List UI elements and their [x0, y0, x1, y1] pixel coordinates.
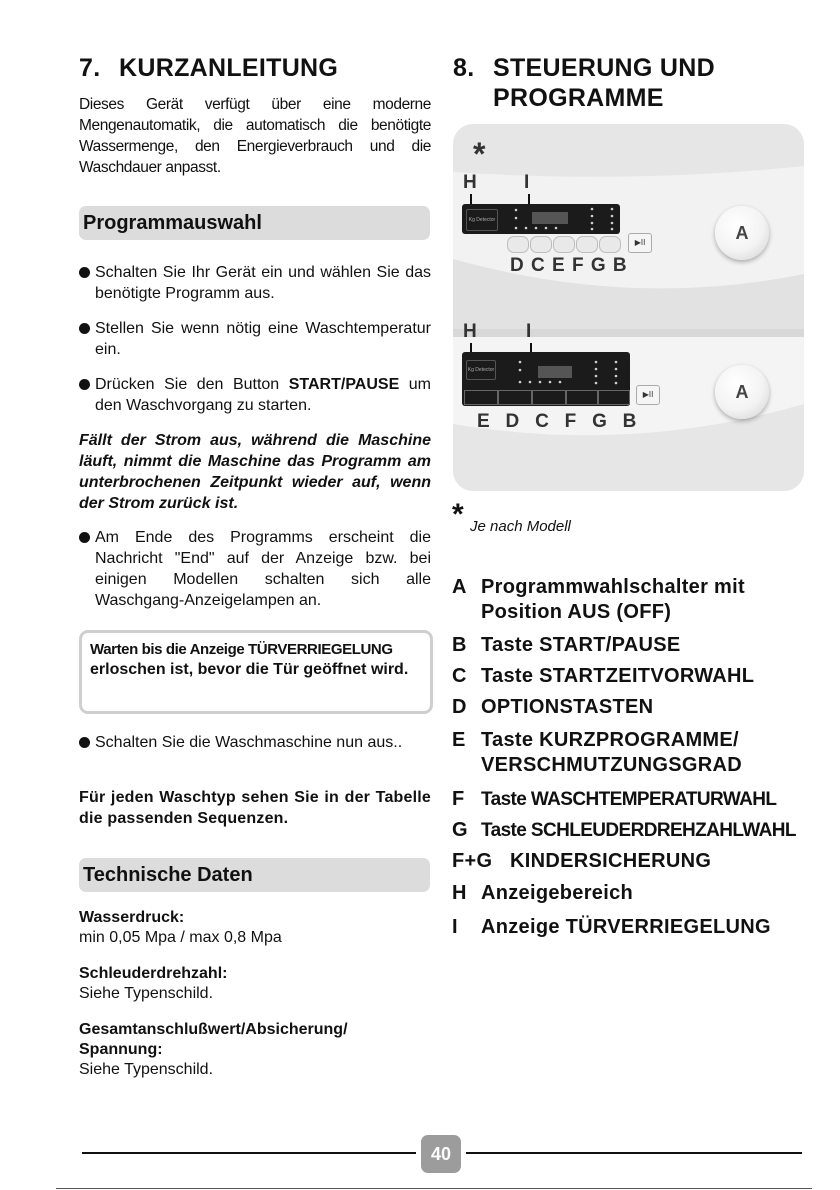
control-panel-illustration — [453, 124, 804, 491]
legend-item — [452, 818, 812, 843]
legend-key: F — [452, 788, 465, 810]
label-h-1: H — [463, 172, 477, 193]
bullet-text — [95, 374, 431, 416]
kg-detector-badge: Kg Detector — [466, 209, 498, 231]
legend-item — [452, 787, 812, 812]
tech-label: Schleuderdrehzahl: — [79, 965, 228, 982]
legend-value: Anzeige TÜRVERRIEGELUNG — [481, 916, 771, 938]
section-number: 7. — [79, 54, 101, 82]
panel-background — [453, 124, 804, 491]
legend-key: F+G — [452, 850, 493, 872]
legend-value: Taste START/PAUSE — [481, 634, 681, 656]
legend-key: H — [452, 882, 467, 904]
legend-item — [452, 915, 812, 940]
legend-value: OPTIONSTASTEN — [481, 696, 654, 718]
bullet-text: Schalten Sie die Waschmaschine nun aus.. — [95, 734, 403, 751]
option-button[interactable] — [553, 236, 575, 253]
label-i-1: I — [524, 172, 530, 193]
section-title-line: PROGRAMME — [493, 84, 664, 112]
program-heading-box — [79, 206, 430, 240]
option-button[interactable] — [598, 390, 630, 405]
program-knob-1[interactable]: A — [715, 206, 769, 260]
start-pause-label: START/PAUSE — [288, 376, 400, 393]
legend-value: KINDERSICHERUNG — [510, 850, 712, 872]
label-h-2: H — [463, 321, 477, 342]
tech-item — [79, 1020, 389, 1080]
kg-detector-badge: Kg Detector — [466, 360, 496, 380]
option-button[interactable] — [464, 390, 498, 405]
tech-value: Siehe Typenschild. — [79, 1061, 214, 1078]
option-button[interactable] — [532, 390, 566, 405]
bullet-item — [79, 374, 431, 416]
legend-item — [452, 633, 802, 658]
option-button[interactable] — [566, 390, 598, 405]
warning-box — [79, 630, 433, 714]
legend-item — [452, 849, 802, 874]
legend-key: B — [452, 634, 467, 656]
option-button[interactable] — [599, 236, 621, 253]
section-title-steuerung — [453, 53, 715, 113]
legend-value: Taste KURZPROGRAMME/ VERSCHMUTZUNGSGRAD — [481, 729, 742, 776]
tech-value: Siehe Typenschild. — [79, 985, 214, 1002]
footer-rule-left — [82, 1152, 416, 1154]
legend-key: G — [452, 819, 468, 841]
tech-label: Wasserdruck: — [79, 909, 185, 926]
legend-key: E — [452, 729, 466, 751]
option-button[interactable] — [507, 236, 529, 253]
footer-rule-right — [466, 1152, 802, 1154]
tech-value: min 0,05 Mpa / max 0,8 Mpa — [79, 929, 282, 946]
legend-item — [452, 881, 802, 906]
program-heading: Programmauswahl — [83, 212, 262, 234]
footnote-text: Je nach Modell — [470, 518, 571, 535]
section-number: 8. — [453, 54, 475, 82]
bullet-text: Am Ende des Programms erscheint die Nachricht "End" auf der Anzeige bzw. bei einigen Modellen schalten sich alle Waschgang-Anzeigelampen an. — [95, 529, 431, 609]
option-button[interactable] — [576, 236, 598, 253]
tech-heading: Technische Daten — [83, 864, 253, 886]
section-title-text: STEUERUNG UND — [493, 54, 715, 82]
program-knob-2[interactable]: A — [715, 365, 769, 419]
legend-value: Taste SCHLEUDERDREHZAHLWAHL — [481, 820, 796, 841]
bullet-dot-icon — [79, 267, 90, 278]
bullet-dot-icon — [79, 737, 90, 748]
bullet-text-part: um den Waschvorgang zu starten. — [95, 376, 432, 414]
option-button[interactable] — [498, 390, 532, 405]
legend-key: D — [452, 696, 467, 718]
display-area-1 — [462, 204, 620, 234]
footnote-asterisk: * — [452, 498, 464, 531]
panel-asterisk: * — [473, 136, 486, 172]
bullet-item — [79, 262, 431, 304]
tech-heading-box — [79, 858, 430, 892]
tech-item — [79, 964, 431, 1004]
section-title-line — [453, 53, 715, 83]
bullet-text: Schalten Sie Ihr Gerät ein und wählen Sie das benötigte Programm aus. — [95, 264, 431, 302]
page-number: 40 — [421, 1135, 461, 1173]
intro-paragraph: Dieses Gerät verfügt über eine moderne Mengenautomatik, die automatisch die benötigte Wassermenge, den Energieverbrauch und die Waschdauer anpasst. — [79, 96, 431, 176]
section-title-kurzanleitung — [79, 53, 338, 83]
warning-text: erloschen ist, bevor die Tür geöffnet wird. — [90, 661, 409, 678]
bullet-text-part: Drücken Sie den Button — [95, 376, 289, 393]
tech-item — [79, 908, 431, 948]
label-i-2: I — [526, 321, 532, 342]
power-failure-note: Fällt der Strom aus, während die Maschine läuft, nimmt die Maschine das Programm am unterbrochenen Zeitpunkt wieder auf, wenn der Strom zurück ist. — [79, 432, 431, 512]
legend-item — [452, 728, 792, 778]
legend-value: Anzeigebereich — [481, 882, 634, 904]
bullet-dot-icon — [79, 379, 90, 390]
display-area-2 — [462, 352, 630, 406]
option-button[interactable] — [530, 236, 552, 253]
legend-key: C — [452, 665, 467, 687]
bottom-rule — [56, 1188, 812, 1189]
warning-line: Warten bis die Anzeige TÜRVERRIEGELUNG — [90, 641, 393, 658]
legend-value: Programmwahlschalter mit Position AUS (OFF) — [481, 576, 745, 623]
legend-item — [452, 695, 802, 720]
legend-key: A — [452, 576, 467, 598]
indicator-leds — [516, 356, 626, 386]
legend-value: Taste WASCHTEMPERATURWAHL — [481, 789, 777, 810]
bullet-dot-icon — [79, 532, 90, 543]
legend-item — [452, 664, 802, 689]
table-note: Für jeden Waschtyp sehen Sie in der Tabelle die passenden Sequenzen. — [79, 789, 431, 827]
bullet-item — [79, 527, 431, 611]
start-pause-icon[interactable]: ▶II — [636, 385, 660, 405]
bullet-item — [79, 732, 431, 753]
button-labels-row2: E D C F G B — [477, 411, 637, 432]
button-labels-row1: D C E F G B — [510, 255, 628, 276]
bullet-item — [79, 318, 431, 360]
start-pause-icon[interactable]: ▶II — [628, 233, 652, 253]
indicator-leds — [512, 206, 622, 232]
bullet-text: Stellen Sie wenn nötig eine Waschtemperatur ein. — [95, 320, 431, 358]
tech-label: Gesamtanschlußwert/Absicherung/ Spannung: — [79, 1021, 348, 1058]
section-title-text: KURZANLEITUNG — [119, 54, 339, 82]
bullet-dot-icon — [79, 323, 90, 334]
legend-item — [452, 575, 792, 625]
legend-value: Taste STARTZEITVORWAHL — [481, 665, 755, 687]
legend-key: I — [452, 916, 458, 938]
